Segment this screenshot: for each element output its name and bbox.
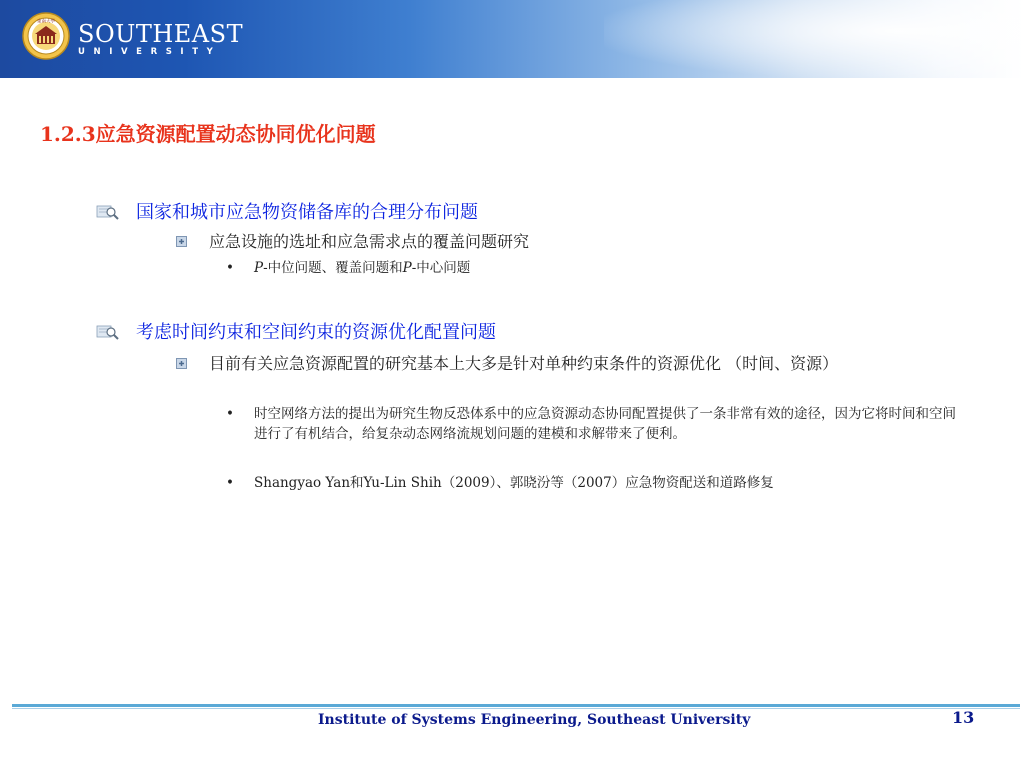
university-seal-icon	[22, 12, 70, 60]
bullet-dot: •	[226, 475, 234, 491]
square-bullet-icon	[176, 236, 187, 247]
footer-divider	[12, 704, 1020, 707]
section-2-bullet-1-text: 时空网络方法的提出为研究生物反恐体系中的应急资源动态协同配置提供了一条非常有效的途径，因为它将时间和空间进行了有机结合，给复杂动态网络流规划问题的建模和求解带来了便利。	[254, 406, 956, 442]
banner-glow	[604, 0, 1024, 78]
magnifier-bullet-icon	[96, 203, 120, 221]
section-2-bullet-1	[226, 404, 961, 444]
university-name	[78, 22, 243, 57]
section-2-bullet-2-text: Shangyao Yan和Yu-Lin Shih（2009）、郭晓汾等（2007）应急物资配送和道路修复	[254, 475, 774, 491]
italic-p: P	[254, 260, 264, 276]
section-heading-1-text: 国家和城市应急物资储备库的合理分布问题	[136, 202, 478, 223]
university-name-small: UNIVERSITY	[78, 47, 222, 57]
magnifier-bullet-icon	[96, 323, 120, 341]
section-heading-1	[96, 198, 478, 224]
section-2-bullet-2	[226, 473, 961, 493]
page-number: 13	[952, 708, 975, 727]
university-name-big: SOUTHEAST	[78, 20, 244, 48]
header-banner	[0, 0, 1024, 78]
section-1-subpoint	[176, 230, 956, 254]
bullet-dot: •	[226, 260, 234, 276]
section-2-subpoint-text: 目前有关应急资源配置的研究基本上大多是针对单种约束条件的资源优化 （时间、资源）	[209, 354, 839, 373]
seal-text: 東南大學	[37, 19, 55, 25]
slide-title: 1.2.3应急资源配置动态协同优化问题	[40, 122, 376, 146]
section-heading-2	[96, 318, 496, 344]
footer-institute: Institute of Systems Engineering, Southeast University	[318, 712, 751, 728]
section-1-bullet-1	[226, 258, 961, 278]
bullet-dot: •	[226, 406, 234, 422]
square-bullet-icon	[176, 358, 187, 369]
section-2-subpoint	[176, 352, 956, 376]
section-1-subpoint-text: 应急设施的选址和应急需求点的覆盖问题研究	[209, 232, 530, 251]
section-1-bullet-1-text	[226, 258, 961, 278]
footer-divider-thin	[12, 708, 1020, 709]
section-heading-2-text: 考虑时间约束和空间约束的资源优化配置问题	[136, 322, 496, 343]
bullet-text-part: -中心问题	[411, 260, 471, 276]
italic-p: P	[402, 260, 412, 276]
bullet-text-part: -中位问题、覆盖问题和	[263, 260, 403, 276]
